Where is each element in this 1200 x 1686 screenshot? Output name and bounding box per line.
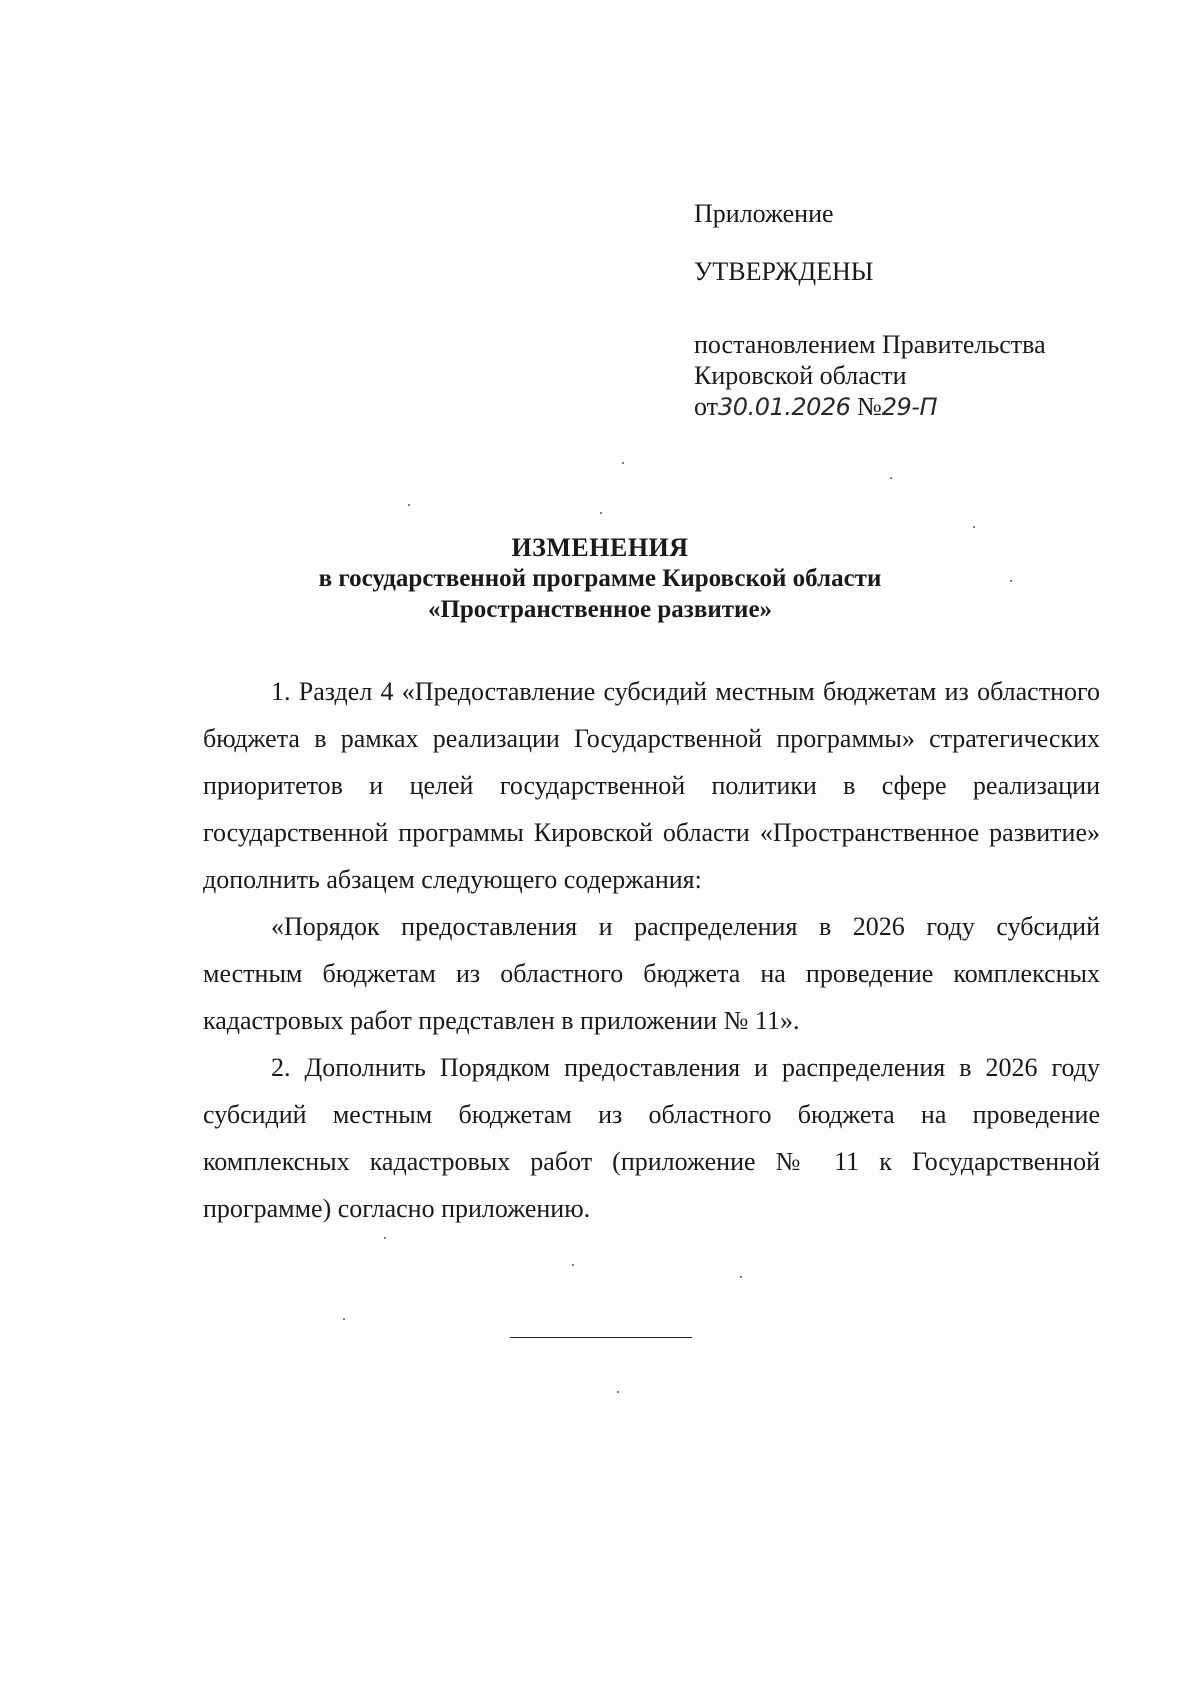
title-line-3: «Пространственное развитие» [427,596,773,623]
scan-speck [408,504,410,506]
scan-speck [890,477,892,479]
scan-speck [1010,580,1012,582]
body-paragraph-3: 2. Дополнить Порядком предоставления и распределения в 2026 году субсидий местным бюджетам из областного бюджета на проведение комплексных кадастровых работ (приложение № 11 к Государственной программе) согласно приложению. [203,1053,1100,1223]
scan-speck [343,1318,345,1320]
decree-line-2: Кировской области [694,361,907,390]
handwritten-number: 29-П [881,393,938,421]
body-paragraph-1: 1. Раздел 4 «Предоставление субсидий местным бюджетам из областного бюджета в рамках реализации Государственной программы» стратегических приоритетов и целей государственной политики в сфере реализации государственной программы Кировской области «Пространственное развитие» дополнить абзацем следующего содержания: [203,677,1100,894]
scan-speck [617,1391,619,1393]
document-title [0,532,1200,625]
decree-date-line [694,391,1046,423]
decree-line-1: постановлением Правительства [694,330,1046,359]
title-heading: ИЗМЕНЕНИЯ [511,533,689,562]
number-prefix: № [856,392,882,421]
scan-speck [622,462,624,464]
approved-label: УТВЕРЖДЕНЫ [694,257,874,286]
scan-speck [572,1264,574,1266]
title-line-2: в государственной программе Кировской области [318,565,882,592]
approval-stamp-block [694,198,1046,423]
scan-speck [973,526,975,528]
body-paragraph-2: «Порядок предоставления и распределения в 2026 году субсидий местным бюджетам из областного бюджета на проведение комплексных кадастровых работ представлен в приложении № 11». [203,912,1100,1035]
date-prefix: от [694,392,719,421]
appendix-label: Приложение [694,199,834,228]
document-body [203,668,1100,1232]
end-divider-line [510,1337,692,1338]
scan-speck [384,1237,386,1239]
handwritten-date: 30.01.2026 [718,393,851,421]
scan-speck [740,1276,742,1278]
scan-speck [600,512,602,514]
